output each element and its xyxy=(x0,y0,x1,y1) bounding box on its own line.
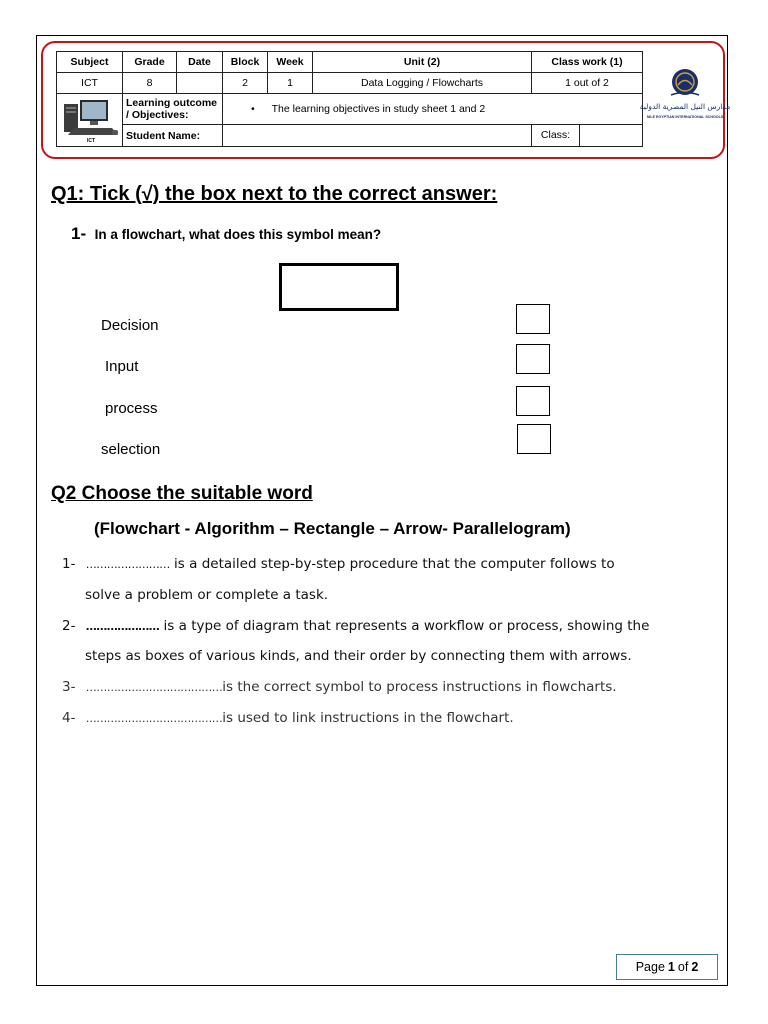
val-week: 1 xyxy=(268,73,313,94)
q2-item-4 xyxy=(62,710,514,726)
q2-item-1 xyxy=(62,556,615,572)
q2-item-text: is a detailed step-by-step procedure that the computer follows to xyxy=(169,556,615,572)
learning-outcome-value: The learning objectives in study sheet 1 and 2 xyxy=(271,103,486,115)
q2-item-3 xyxy=(62,679,617,695)
computer-icon xyxy=(60,98,122,142)
learning-outcome-label: Learning outcome / Objectives: xyxy=(123,94,223,125)
q2-blank-2[interactable]: ………………… xyxy=(85,620,160,633)
page-border xyxy=(36,35,728,986)
option-label-selection: selection xyxy=(101,441,161,458)
q2-item-1-continued: solve a problem or complete a task. xyxy=(85,587,329,603)
school-logo-icon xyxy=(639,66,731,124)
class-cell xyxy=(532,125,643,147)
q2-item-number: 2- xyxy=(62,618,76,634)
school-logo xyxy=(639,66,731,124)
page-number-box xyxy=(616,954,718,980)
computer-image-cell xyxy=(57,94,123,147)
student-name-label: Student Name: xyxy=(123,125,223,147)
q2-blank-4[interactable]: ………………………………… xyxy=(85,712,223,725)
bullet: • xyxy=(251,103,255,115)
val-subject: ICT xyxy=(57,73,123,94)
class-field[interactable] xyxy=(580,125,642,146)
col-week: Week xyxy=(268,52,313,73)
option-checkbox-decision[interactable] xyxy=(516,304,550,334)
page-current: 1 xyxy=(667,960,675,974)
logo-text-ar: مدارس النيل المصرية الدولية xyxy=(639,102,731,111)
q2-blank-3[interactable]: ………………………………… xyxy=(85,681,223,694)
col-grade: Grade xyxy=(123,52,177,73)
val-classwork: 1 out of 2 xyxy=(532,73,643,94)
col-block: Block xyxy=(223,52,268,73)
col-unit: Unit (2) xyxy=(313,52,532,73)
val-unit: Data Logging / Flowcharts xyxy=(313,73,532,94)
q2-blank-1[interactable]: …………………… xyxy=(85,558,170,571)
q2-item-2 xyxy=(62,618,649,634)
q2-item-number: 1- xyxy=(62,556,76,572)
logo-text-en: NILE EGYPTIAN INTERNATIONAL SCHOOLS xyxy=(646,115,724,119)
val-grade: 8 xyxy=(123,73,177,94)
option-checkbox-selection[interactable] xyxy=(517,424,551,454)
option-label-process: process xyxy=(105,400,158,417)
page-word: Page xyxy=(635,960,665,974)
q1-question-text: In a flowchart, what does this symbol mean? xyxy=(94,227,382,242)
option-checkbox-process[interactable] xyxy=(516,386,550,416)
header-table xyxy=(56,51,643,147)
class-label: Class: xyxy=(532,125,580,146)
q2-item-text: is used to link instructions in the flowchart. xyxy=(222,710,514,726)
q1-question xyxy=(71,224,381,244)
val-date[interactable] xyxy=(177,73,223,94)
col-date: Date xyxy=(177,52,223,73)
q2-item-text: is the correct symbol to process instructions in flowcharts. xyxy=(222,679,617,695)
learning-outcome-value-cell xyxy=(223,94,643,125)
col-classwork: Class work (1) xyxy=(532,52,643,73)
q2-word-bank: (Flowchart - Algorithm – Rectangle – Arrow- Parallelogram) xyxy=(94,519,571,538)
page-total: 2 xyxy=(691,960,699,974)
student-name-field[interactable] xyxy=(223,125,532,147)
q2-item-number: 3- xyxy=(62,679,76,695)
computer-caption: ICT xyxy=(86,138,96,144)
q2-title: Q2 Choose the suitable word xyxy=(51,483,313,504)
option-label-input: Input xyxy=(105,358,139,375)
val-block: 2 xyxy=(223,73,268,94)
q2-item-text: is a type of diagram that represents a workflow or process, showing the xyxy=(159,618,650,634)
q2-item-number: 4- xyxy=(62,710,76,726)
col-subject: Subject xyxy=(57,52,123,73)
option-label-decision: Decision xyxy=(101,317,159,334)
q1-title: Q1: Tick (√) the box next to the correct answer: xyxy=(51,183,498,205)
q1-question-number: 1- xyxy=(71,224,87,243)
q2-item-2-continued: steps as boxes of various kinds, and their order by connecting them with arrows. xyxy=(85,648,632,664)
process-symbol-rectangle xyxy=(279,263,399,311)
option-checkbox-input[interactable] xyxy=(516,344,550,374)
of-word: of xyxy=(677,960,689,974)
